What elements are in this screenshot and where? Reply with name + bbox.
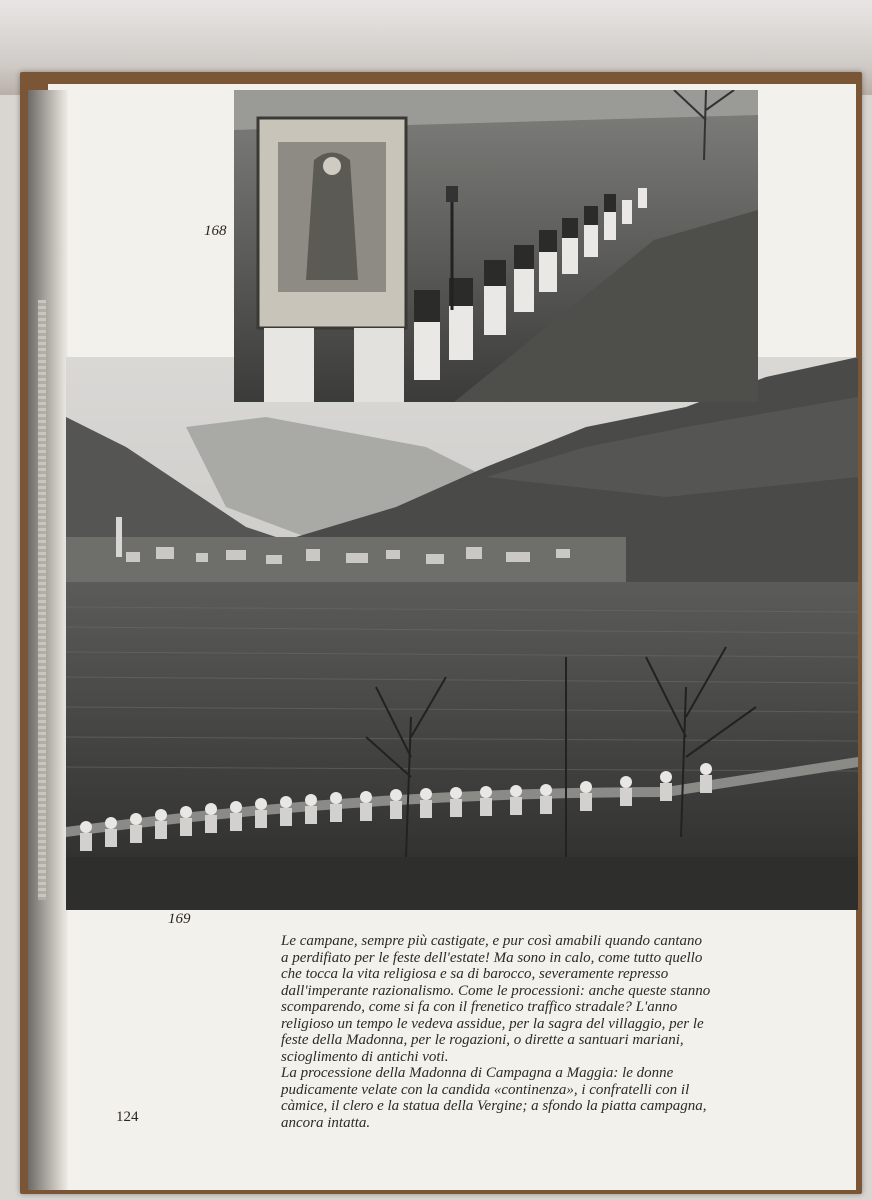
page-number: 124 xyxy=(116,1109,139,1125)
photo-169-valley-procession xyxy=(66,357,858,910)
figure-number-169: 169 xyxy=(168,911,191,927)
caption-paragraph-2: La processione della Madonna di Campagna a Maggia: le donne pudicamente velate con la candida «continenza», i confratelli con il càmice, il clero e la statua della Vergine; a sfondo la piatta campagna, ancora intatta. xyxy=(281,1065,707,1131)
figure-number-168: 168 xyxy=(204,223,227,239)
page-edge-marks xyxy=(38,300,46,900)
photo-168-banner-procession xyxy=(234,90,758,402)
caption-paragraph-1: Le campane, sempre più castigate, e pur così amabili quando cantano a perdifiato per le feste dell'estate! Ma sono in calo, come tutto quello che tocca la vita religiosa e sa di barocco, severamente represso dall'imperante razionalismo. Come le processioni: anche queste stanno scomparendo, come si fa con il frenetico traffico stradale? L'anno religioso un tempo le vedeva assidue, per la sagra del villaggio, per le feste della Madonna, per le rogazioni, o dirette a santuari mariani, scioglimento di antichi voti. xyxy=(281,933,711,1065)
page-gutter-shadow xyxy=(28,90,68,1190)
photo-169-image xyxy=(66,357,858,910)
photo-caption xyxy=(281,933,711,1131)
photo-168-image xyxy=(234,90,758,402)
